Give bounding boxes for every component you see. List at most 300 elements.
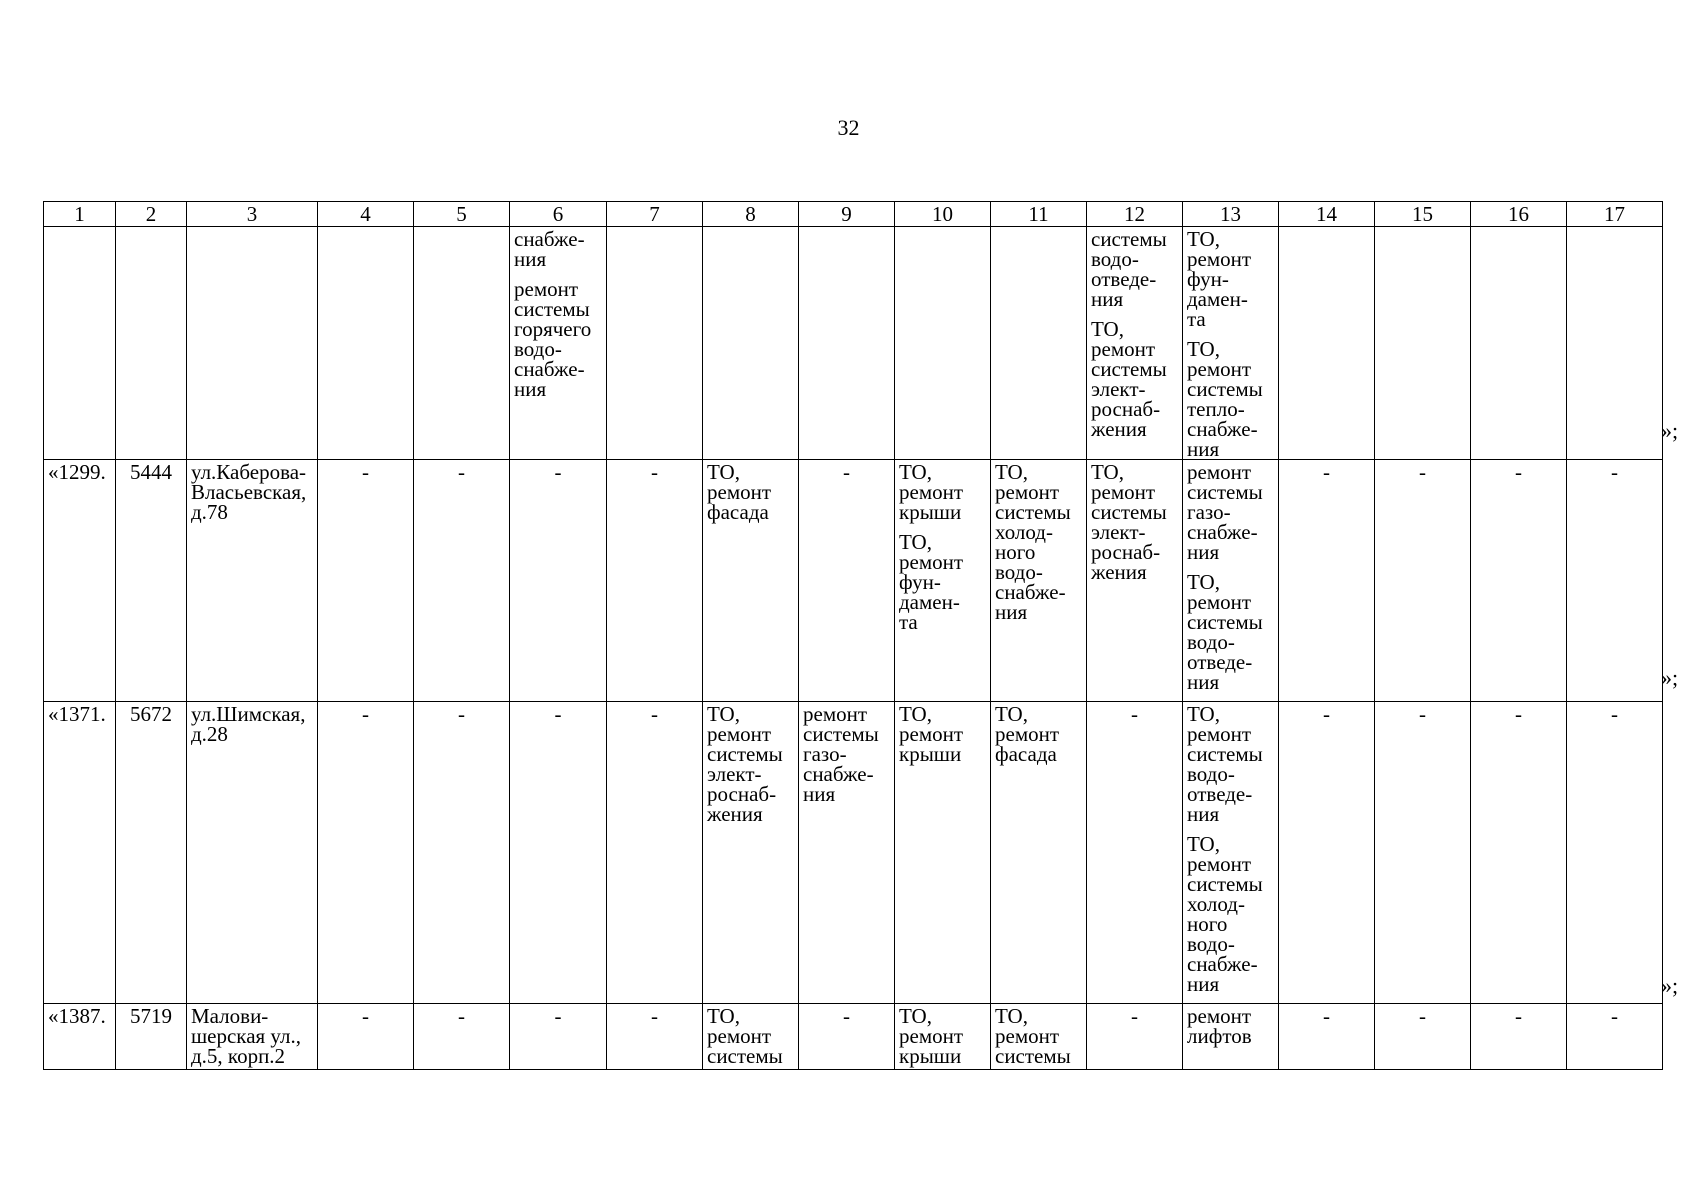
table-cell (44, 227, 116, 460)
column-header: 9 (799, 202, 895, 227)
cell-line: системы (707, 742, 783, 766)
table-cell (1567, 1004, 1663, 1070)
cell-line: крыши (899, 500, 962, 524)
cell-line: ремонт (1187, 247, 1252, 271)
cell-line: «1299. (48, 460, 106, 484)
cell-line: - (843, 1004, 850, 1028)
cell-line: ТО, (707, 1004, 740, 1028)
cell-line: - (1515, 702, 1522, 726)
column-header: 11 (991, 202, 1087, 227)
table-cell (318, 227, 414, 460)
column-header: 17 (1567, 202, 1663, 227)
cell-line: системы (1187, 480, 1263, 504)
cell-line: - (1515, 460, 1522, 484)
table-cell (1375, 460, 1471, 702)
cell-entry (1187, 1006, 1274, 1046)
cell-line: ния (1187, 972, 1220, 996)
cell-line: ремонт (803, 702, 868, 726)
cell-line: ремонт (995, 1024, 1060, 1048)
cell-entry (611, 1006, 698, 1026)
cell-line: - (458, 702, 465, 726)
cell-line: крыши (899, 742, 962, 766)
table-cell (703, 227, 799, 460)
cell-line: водо- (1091, 247, 1139, 271)
table-cell (1471, 702, 1567, 1004)
cell-line: системы (995, 1044, 1071, 1068)
cell-entry (1091, 462, 1178, 582)
cell-line: системы (1187, 610, 1263, 634)
cell-entry (1379, 462, 1466, 482)
table-cell (607, 227, 703, 460)
cell-line: - (1611, 1004, 1618, 1028)
cell-entry (1571, 462, 1658, 482)
cell-line: - (1419, 460, 1426, 484)
cell-entry (707, 462, 794, 522)
cell-line: 5444 (130, 460, 172, 484)
cell-line: снабже- (1187, 417, 1258, 441)
cell-line: системы (1091, 227, 1167, 251)
cell-line: - (1419, 1004, 1426, 1028)
cell-entry (899, 1006, 986, 1066)
table-cell (895, 227, 991, 460)
cell-line: - (1611, 702, 1618, 726)
table-cell (1183, 460, 1279, 702)
table-cell (1183, 702, 1279, 1004)
cell-line: ремонт (995, 722, 1060, 746)
cell-line: - (1323, 1004, 1330, 1028)
cell-line: ремонт (1187, 460, 1252, 484)
table-cell (44, 460, 116, 702)
cell-line: системы (1187, 377, 1263, 401)
cell-line: ТО, (899, 460, 932, 484)
cell-line: та (899, 610, 918, 634)
cell-line: ТО, (1187, 337, 1220, 361)
cell-line: системы (1091, 500, 1167, 524)
cell-line: ремонт (514, 277, 579, 301)
cell-line: снабже- (514, 357, 585, 381)
cell-line: ремонт (1091, 480, 1156, 504)
table-cell (1087, 702, 1183, 1004)
cell-line: ТО, (1187, 227, 1220, 251)
cell-entry (611, 462, 698, 482)
cell-line: системы (1187, 872, 1263, 896)
cell-line: - (1131, 702, 1138, 726)
row-end-mark: »; (1661, 973, 1679, 998)
cell-line: Власьевская, (191, 480, 307, 504)
cell-entry (48, 462, 111, 482)
page-number: 32 (837, 115, 860, 140)
cell-entry (1187, 462, 1274, 562)
cell-line: ния (514, 247, 547, 271)
cell-line: ремонт (1187, 590, 1252, 614)
cell-line: водо- (1187, 630, 1235, 654)
cell-line: ния (995, 600, 1028, 624)
column-header: 10 (895, 202, 991, 227)
cell-line: горячего (514, 317, 592, 341)
cell-entry (322, 1006, 409, 1026)
table-cell (510, 460, 607, 702)
cell-line: 5719 (130, 1004, 172, 1028)
table-cell (116, 460, 187, 702)
cell-entry (995, 462, 1082, 622)
table-cell (991, 460, 1087, 702)
table-cell (607, 460, 703, 702)
cell-entry (1379, 704, 1466, 724)
cell-line: отведе- (1187, 782, 1253, 806)
column-header: 15 (1375, 202, 1471, 227)
table-cell (1279, 460, 1375, 702)
cell-entry (120, 1006, 182, 1026)
cell-line: ния (514, 377, 547, 401)
cell-line: ТО, (1091, 317, 1124, 341)
cell-entry (995, 1006, 1082, 1066)
cell-line: лифтов (1187, 1024, 1252, 1048)
cell-line: ТО, (1187, 702, 1220, 726)
table-cell (318, 1004, 414, 1070)
cell-entry (1091, 229, 1178, 309)
cell-line: ТО, (995, 460, 1028, 484)
cell-entry (1475, 462, 1562, 482)
cell-entry (899, 704, 986, 764)
cell-entry (1187, 572, 1274, 692)
cell-line: системы (995, 500, 1071, 524)
table-cell (1375, 227, 1471, 460)
cell-entry (1571, 704, 1658, 724)
table-cell (799, 227, 895, 460)
cell-line: д.5, корп.2 (191, 1044, 286, 1068)
cell-entry (514, 279, 602, 399)
cell-line: д.28 (191, 722, 228, 746)
table-cell (187, 1004, 318, 1070)
cell-line: ул.Каберова- (191, 460, 307, 484)
cell-line: - (1419, 702, 1426, 726)
column-header: 1 (44, 202, 116, 227)
row-end-mark: »; (1661, 665, 1679, 690)
cell-line: - (651, 702, 658, 726)
cell-line: снабже- (1187, 520, 1258, 544)
cell-entry (1283, 1006, 1370, 1026)
cell-entry (1571, 1006, 1658, 1026)
cell-line: - (362, 1004, 369, 1028)
cell-entry (191, 704, 313, 744)
cell-line: ремонт (1187, 722, 1252, 746)
table-cell (895, 1004, 991, 1070)
cell-line: снабже- (803, 762, 874, 786)
cell-line: элект- (707, 762, 762, 786)
table-cell (1087, 227, 1183, 460)
cell-line: системы (514, 297, 590, 321)
cell-entry (707, 1006, 794, 1066)
cell-line: водо- (514, 337, 562, 361)
cell-entry (1091, 1006, 1178, 1026)
cell-line: ТО, (995, 1004, 1028, 1028)
table-cell (1375, 702, 1471, 1004)
cell-line: снабже- (995, 580, 1066, 604)
cell-line: роснаб- (1091, 397, 1161, 421)
cell-line: - (1611, 460, 1618, 484)
column-header: 12 (1087, 202, 1183, 227)
cell-line: ремонт (707, 1024, 772, 1048)
table-cell (44, 702, 116, 1004)
column-header: 14 (1279, 202, 1375, 227)
cell-entry (899, 532, 986, 632)
cell-entry (514, 704, 602, 724)
cell-entry (1283, 462, 1370, 482)
cell-entry (1187, 704, 1274, 824)
cell-line: системы (707, 1044, 783, 1068)
cell-line: дамен- (1187, 287, 1248, 311)
cell-entry (803, 1006, 890, 1026)
table-cell (703, 702, 799, 1004)
cell-line: - (1323, 460, 1330, 484)
table-cell (414, 227, 510, 460)
cell-entry (1379, 1006, 1466, 1026)
cell-entry (1475, 1006, 1562, 1026)
table-cell (895, 460, 991, 702)
cell-line: водо- (995, 560, 1043, 584)
table-row (44, 1004, 1663, 1070)
cell-line: - (554, 702, 562, 726)
cell-line: «1371. (48, 702, 106, 726)
cell-line: газо- (1187, 500, 1231, 524)
cell-line: ремонт (899, 1024, 964, 1048)
cell-line: - (554, 1004, 562, 1028)
cell-line: холод- (995, 520, 1053, 544)
cell-line: жения (1091, 417, 1147, 441)
table-cell (1279, 227, 1375, 460)
cell-line: роснаб- (1091, 540, 1161, 564)
cell-entry (899, 462, 986, 522)
cell-entry (48, 1006, 111, 1026)
table-cell (116, 702, 187, 1004)
table-cell (799, 1004, 895, 1070)
table-cell (1087, 1004, 1183, 1070)
table-cell (607, 702, 703, 1004)
cell-line: ремонт (707, 722, 772, 746)
table-cell (991, 1004, 1087, 1070)
table-cell (318, 702, 414, 1004)
table-cell (703, 460, 799, 702)
cell-line: ТО, (707, 702, 740, 726)
cell-line: элект- (1091, 377, 1146, 401)
cell-line: ул.Шимская, (191, 702, 306, 726)
table-cell (1471, 227, 1567, 460)
cell-line: ТО, (1187, 832, 1220, 856)
table-cell (187, 227, 318, 460)
table-cell (1471, 460, 1567, 702)
cell-entry (48, 704, 111, 724)
cell-line: - (458, 1004, 465, 1028)
table-cell (1087, 460, 1183, 702)
column-header: 2 (116, 202, 187, 227)
table-cell (991, 227, 1087, 460)
cell-line: фасада (995, 742, 1057, 766)
table-row (44, 227, 1663, 460)
cell-entry (514, 462, 602, 482)
cell-entry (418, 704, 505, 724)
cell-line: ТО, (1187, 570, 1220, 594)
cell-line: - (651, 460, 658, 484)
table-cell (1279, 1004, 1375, 1070)
table-cell (799, 460, 895, 702)
cell-line: жения (707, 802, 763, 826)
cell-line: водо- (1187, 932, 1235, 956)
cell-line: - (843, 460, 850, 484)
cell-entry (514, 229, 602, 269)
column-header: 7 (607, 202, 703, 227)
table-cell (991, 702, 1087, 1004)
column-header: 6 (510, 202, 607, 227)
cell-line: ремонт (707, 480, 772, 504)
table-cell (187, 702, 318, 1004)
cell-line: ремонт (899, 722, 964, 746)
column-header: 4 (318, 202, 414, 227)
cell-entry (995, 704, 1082, 764)
cell-line: жения (1091, 560, 1147, 584)
cell-entry (418, 462, 505, 482)
table-cell (607, 1004, 703, 1070)
cell-line: - (1323, 702, 1330, 726)
cell-line: - (458, 460, 465, 484)
table-cell (703, 1004, 799, 1070)
cell-line: холод- (1187, 892, 1245, 916)
cell-line: Малови- (191, 1004, 269, 1028)
table-cell (1375, 1004, 1471, 1070)
cell-line: - (362, 702, 369, 726)
table-cell (510, 227, 607, 460)
cell-line: ремонт (1091, 337, 1156, 361)
table-cell (1279, 702, 1375, 1004)
cell-entry (803, 462, 890, 482)
table-cell (1183, 227, 1279, 460)
table-cell (1567, 702, 1663, 1004)
cell-line: системы (1187, 742, 1263, 766)
cell-entry (1091, 319, 1178, 439)
table-cell (414, 1004, 510, 1070)
cell-line: «1387. (48, 1004, 106, 1028)
table-cell (895, 702, 991, 1004)
schedule-table (43, 201, 1663, 1070)
table-cell (44, 1004, 116, 1070)
table-cell (414, 702, 510, 1004)
table-cell (1471, 1004, 1567, 1070)
cell-entry (120, 704, 182, 724)
cell-line: ремонт (995, 480, 1060, 504)
cell-line: фасада (707, 500, 769, 524)
cell-line: элект- (1091, 520, 1146, 544)
table-row (44, 460, 1663, 702)
header-row (44, 202, 1663, 227)
cell-entry (1283, 704, 1370, 724)
cell-line: крыши (899, 1044, 962, 1068)
cell-entry (514, 1006, 602, 1026)
cell-line: снабже- (1187, 952, 1258, 976)
column-header: 13 (1183, 202, 1279, 227)
cell-line: - (362, 460, 369, 484)
table-cell (510, 1004, 607, 1070)
cell-entry (191, 462, 313, 522)
table-cell (116, 227, 187, 460)
table-cell (116, 1004, 187, 1070)
cell-line: ТО, (1091, 460, 1124, 484)
cell-line: ремонт (1187, 1004, 1252, 1028)
cell-line: ния (1187, 540, 1220, 564)
cell-entry (803, 704, 890, 804)
cell-entry (322, 462, 409, 482)
cell-line: - (1131, 1004, 1138, 1028)
row-end-mark: »; (1661, 418, 1679, 443)
cell-line: д.78 (191, 500, 228, 524)
cell-entry (322, 704, 409, 724)
cell-line: ния (1187, 670, 1220, 694)
cell-line: ТО, (899, 1004, 932, 1028)
cell-line: ного (995, 540, 1036, 564)
cell-entry (611, 704, 698, 724)
cell-line: роснаб- (707, 782, 777, 806)
column-header: 5 (414, 202, 510, 227)
table-cell (799, 702, 895, 1004)
cell-line: отведе- (1187, 650, 1253, 674)
cell-entry (1187, 339, 1274, 459)
cell-line: ремонт (899, 550, 964, 574)
cell-line: - (651, 1004, 658, 1028)
cell-line: системы (803, 722, 879, 746)
cell-line: ТО, (899, 530, 932, 554)
cell-line: ремонт (1187, 357, 1252, 381)
table-cell (1567, 460, 1663, 702)
table-cell (1183, 1004, 1279, 1070)
cell-line: водо- (1187, 762, 1235, 786)
cell-line: ния (1187, 437, 1220, 460)
cell-line: системы (1091, 357, 1167, 381)
cell-entry (707, 704, 794, 824)
cell-entry (120, 462, 182, 482)
table-cell (414, 460, 510, 702)
cell-line: ния (803, 782, 836, 806)
cell-line: ТО, (899, 702, 932, 726)
cell-line: ния (1091, 287, 1124, 311)
table-cell (510, 702, 607, 1004)
column-header: 3 (187, 202, 318, 227)
cell-entry (1091, 704, 1178, 724)
table-cell (187, 460, 318, 702)
cell-entry (1187, 229, 1274, 329)
column-header: 8 (703, 202, 799, 227)
cell-line: ного (1187, 912, 1228, 936)
cell-line: та (1187, 307, 1206, 331)
cell-line: фун- (899, 570, 941, 594)
cell-line: дамен- (899, 590, 960, 614)
table-cell (1567, 227, 1663, 460)
cell-line: 5672 (130, 702, 172, 726)
cell-line: ТО, (707, 460, 740, 484)
cell-line: - (554, 460, 562, 484)
table-cell (318, 460, 414, 702)
cell-line: шерская ул., (191, 1024, 301, 1048)
cell-entry (191, 1006, 313, 1066)
cell-line: ремонт (1187, 852, 1252, 876)
cell-line: ния (1187, 802, 1220, 826)
column-header: 16 (1471, 202, 1567, 227)
cell-line: ТО, (995, 702, 1028, 726)
cell-entry (1475, 704, 1562, 724)
cell-line: снабже- (514, 227, 585, 251)
cell-entry (418, 1006, 505, 1026)
cell-line: газо- (803, 742, 847, 766)
table-row (44, 702, 1663, 1004)
cell-line: отведе- (1091, 267, 1157, 291)
cell-line: - (1515, 1004, 1522, 1028)
